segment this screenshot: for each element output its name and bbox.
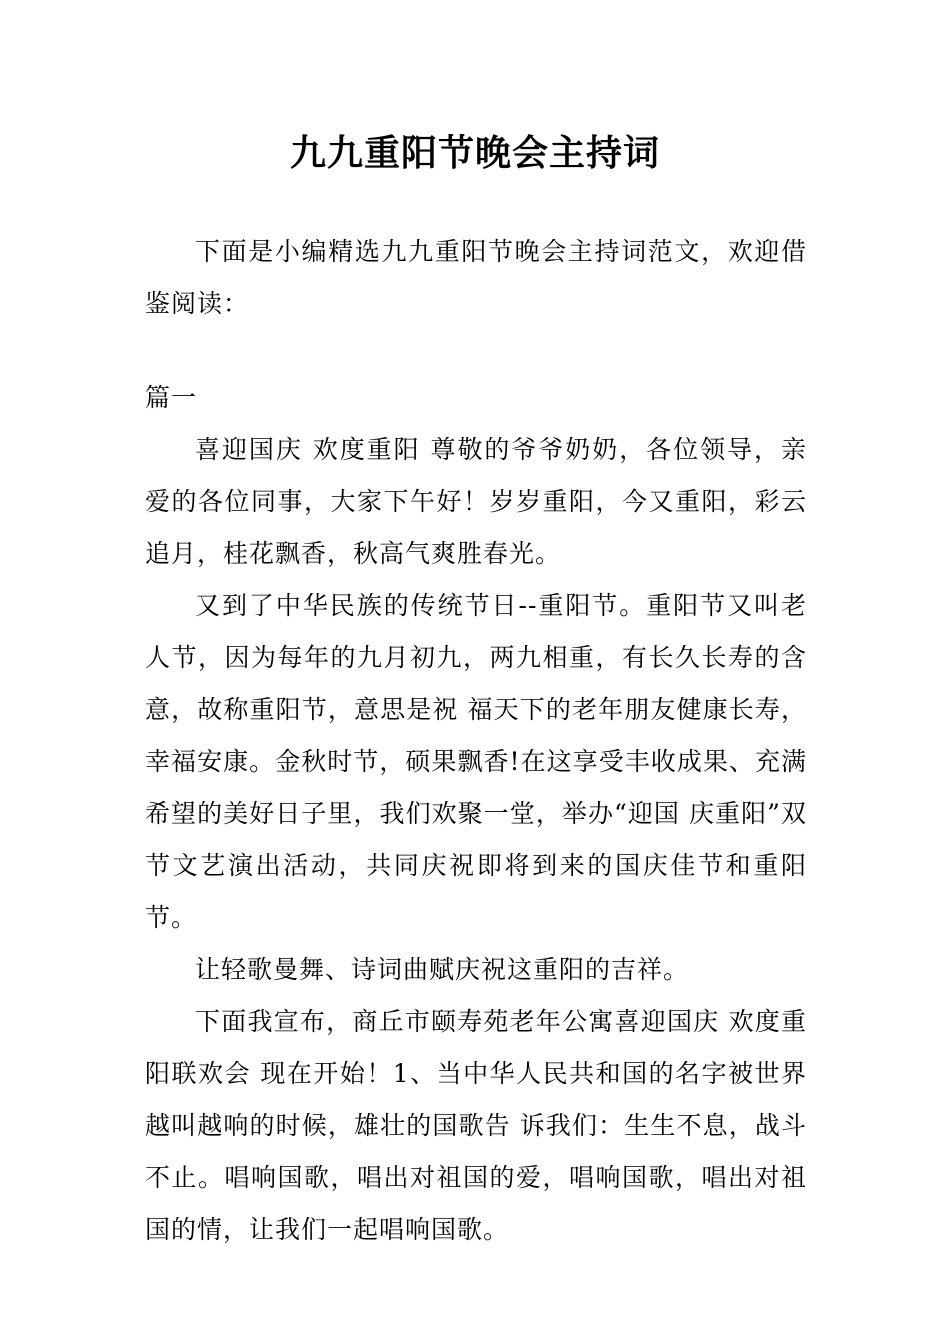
intro-block: [145, 226, 807, 330]
paragraph-3: 让轻歌曼舞、诗词曲赋庆祝这重阳的吉祥。: [195, 955, 690, 984]
paragraph-4: 下面我宣布，商丘市颐寿苑老年公寓喜迎国庆 欢度重阳联欢会 现在开始！1、当中华人民共和国的名字被世界越叫越响的时候，雄壮的国歌告 诉我们：生生不息，战斗不止。唱响国歌，唱出对祖国的爱，唱响国歌，唱出对祖国的情，让我们一起唱响国歌。: [145, 1007, 807, 1244]
document-title: 九九重阳节晚会主持词: [289, 132, 660, 174]
section-one: [145, 372, 807, 1256]
section-heading: 篇一: [145, 383, 198, 412]
paragraph-2: 又到了中华民族的传统节日--重阳节。重阳节又叫老人节，因为每年的九月初九，两九相重，有长久长寿的含意，故称重阳节，意思是祝 福天下的老年朋友健康长寿，幸福安康。金秋时节，硕果飘香!在这享受丰收成果、充满希望的美好日子里，我们欢聚一堂，举办“迎国 庆重阳”双节文艺演出活动，共同庆祝即将到来的国庆佳节和重阳节。: [145, 591, 807, 932]
paragraph-1: 喜迎国庆 欢度重阳 尊敬的爷爷奶奶，各位领导，亲爱的各位同事，大家下午好！岁岁重阳，今又重阳，彩云追月，桂花飘香，秋高气爽胜春光。: [145, 435, 807, 568]
intro-paragraph: 下面是小编精选九九重阳节晚会主持词范文，欢迎借鉴阅读：: [145, 237, 807, 318]
